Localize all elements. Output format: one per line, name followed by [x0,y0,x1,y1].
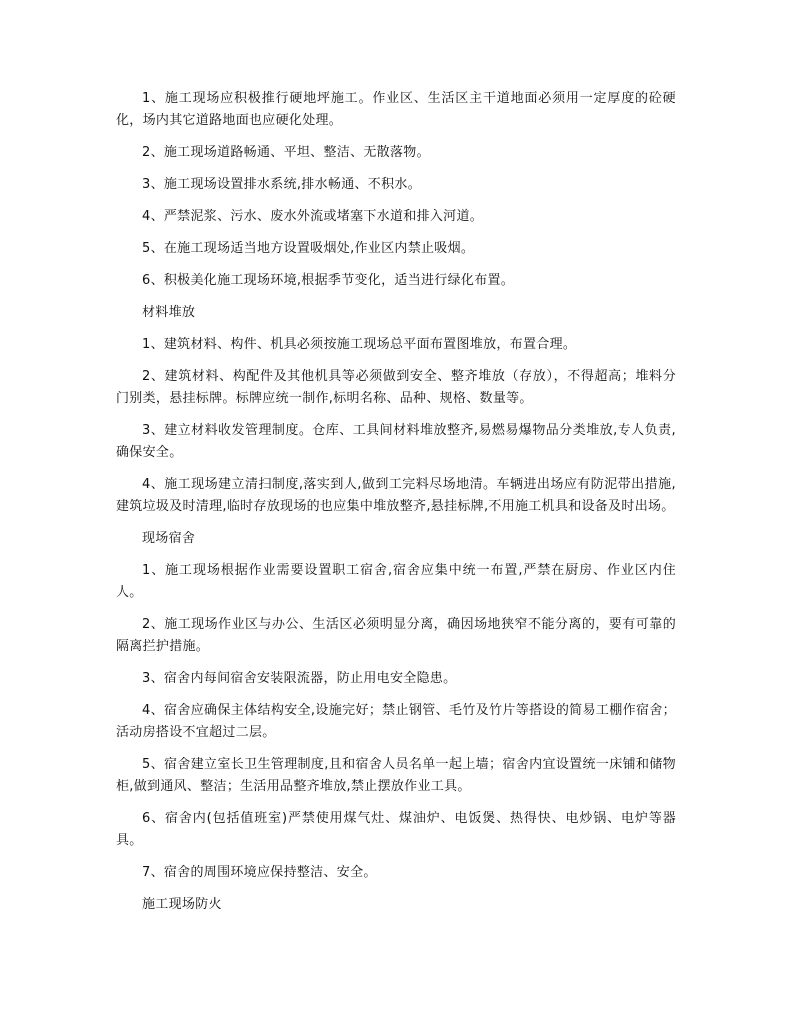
paragraph: 2、施工现场道路畅通、平坦、整洁、无散落物。 [142,145,430,160]
paragraph: 4、严禁泥浆、污水、废水外流或堵塞下水道和排入河道。 [142,209,484,224]
section-heading: 现场宿舍 [142,531,196,546]
paragraph: 1、施工现场应积极推行硬地坪施工。作业区、生活区主干道地面必须用一定厚度的砼硬化，场内其它道路地面也应硬化处理。 [116,91,676,128]
section-heading: 施工现场防火 [142,897,222,912]
paragraph: 4、施工现场建立清扫制度,落实到人,做到工完料尽场地清。车辆进出场应有防泥带出措施,建筑垃圾及时清理,临时存放现场的也应集中堆放整齐,悬挂标牌,不用施工机具和设备及时出场。 [116,477,676,514]
paragraph: 6、宿舍内(包括值班室)严禁使用煤气灶、煤油炉、电饭煲、热得快、电炒锅、电炉等器具。 [116,811,676,848]
section-heading: 材料堆放 [142,305,196,320]
paragraph: 7、宿舍的周围环境应保持整洁、安全。 [142,865,377,880]
paragraph: 5、在施工现场适当地方设置吸烟处,作业区内禁止吸烟。 [142,241,475,256]
paragraph: 1、施工现场根据作业需要设置职工宿舍,宿舍应集中统一布置,严禁在厨房、作业区内住人。 [116,563,676,600]
paragraph: 2、施工现场作业区与办公、生活区必须明显分离，确因场地狭窄不能分离的，要有可靠的隔离拦护措施。 [116,617,676,654]
document-body [116,88,676,926]
paragraph: 4、宿舍应确保主体结构安全,设施完好；禁止钢管、毛竹及竹片等搭设的简易工棚作宿舍；活动房搭设不宜超过二层。 [116,703,676,740]
paragraph: 1、建筑材料、构件、机具必须按施工现场总平面布置图堆放，布置合理。 [142,337,577,352]
paragraph: 5、宿舍建立室长卫生管理制度,且和宿舍人员名单一起上墙；宿舍内宜设置统一床铺和储物柜,做到通风、整洁；生活用品整齐堆放,禁止摆放作业工具。 [116,757,676,794]
paragraph: 6、积极美化施工现场环境,根据季节变化，适当进行绿化布置。 [142,273,515,288]
paragraph: 3、施工现场设置排水系统,排水畅通、不积水。 [142,177,422,192]
paragraph: 3、宿舍内每间宿舍安装限流器，防止用电安全隐患。 [142,671,457,686]
paragraph: 3、建立材料收发管理制度。仓库、工具间材料堆放整齐,易燃易爆物品分类堆放,专人负责,确保安全。 [116,423,676,460]
paragraph: 2、建筑材料、构配件及其他机具等必须做到安全、整齐堆放（存放），不得超高；堆料分门别类，悬挂标牌。标牌应统一制作,标明名称、品种、规格、数量等。 [116,369,676,406]
